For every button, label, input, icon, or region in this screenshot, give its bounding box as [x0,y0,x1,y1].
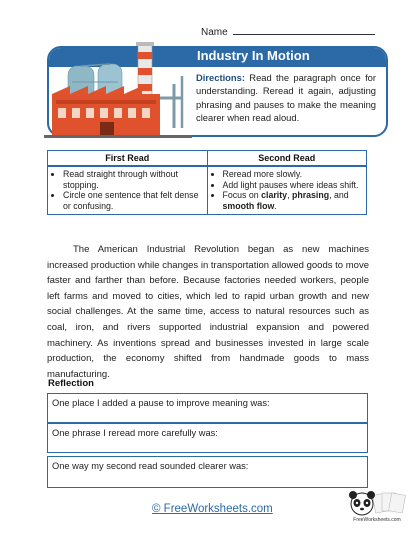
directions-text [196,71,376,124]
first-read-header: First Read [48,151,208,167]
reading-steps-table [47,150,367,215]
second-read-item: • Add light pauses where ideas shift. [223,180,363,191]
directions-label: Directions: [196,72,245,83]
second-read-header: Second Read [207,151,367,167]
second-read-item: • Reread more slowly. [223,169,363,180]
name-blank-line[interactable] [233,26,375,35]
reflection-prompt: One place I added a pause to improve meaning was: [52,398,270,408]
focus-clarity: clarity [261,190,288,200]
focus-prefix: Focus on [222,190,259,200]
focus-separator: , and [329,190,349,200]
second-read-cell [207,166,367,215]
first-read-item: • Read straight through without stopping. [63,169,203,190]
footer-site-link[interactable]: © FreeWorksheets.com [152,503,273,515]
reflection-prompt: One way my second read sounded clearer was: [52,461,249,471]
focus-separator: , [287,190,290,200]
focus-phrasing: phrasing [291,190,330,200]
first-read-item: • Circle one sentence that felt dense or confusing. [63,190,203,211]
name-label: Name [201,27,228,38]
reflection-heading: Reflection [48,378,94,389]
name-field[interactable] [201,26,375,38]
worksheet-title: Industry In Motion [197,48,310,63]
reflection-answer-box[interactable] [47,456,368,488]
second-read-focus-item [223,190,363,211]
reading-passage: The American Industrial Revolution began as new machines increased production while changes in transportation allowed goods to move faster and farther than before. Because factories needed workers, people left farms and moved to cities, which led to rapid urban growth and new social challenges. At the same time, access to natural resources such as coal, iron, and rivers supported industrial expansion and powered machinery. As inventions spread and businesses invested in large scale production, the economy shifted from handmade goods to mass manufacturing. [47,244,369,380]
reflection-answer-box[interactable] [47,423,368,453]
logo-text: FreeWorksheets.com [353,517,401,523]
reflection-prompt: One phrase I reread more carefully was: [52,428,218,438]
focus-smooth-flow: smooth flow [222,200,275,211]
focus-end: . [274,200,277,211]
reflection-answer-box[interactable] [47,393,368,423]
first-read-cell [48,166,208,215]
factory-illustration [22,36,192,140]
directions-body: Read the paragraph once for understanding. Reread it again, adjusting phrasing and pauses to make the meaning clearer when read aloud. [196,72,377,123]
